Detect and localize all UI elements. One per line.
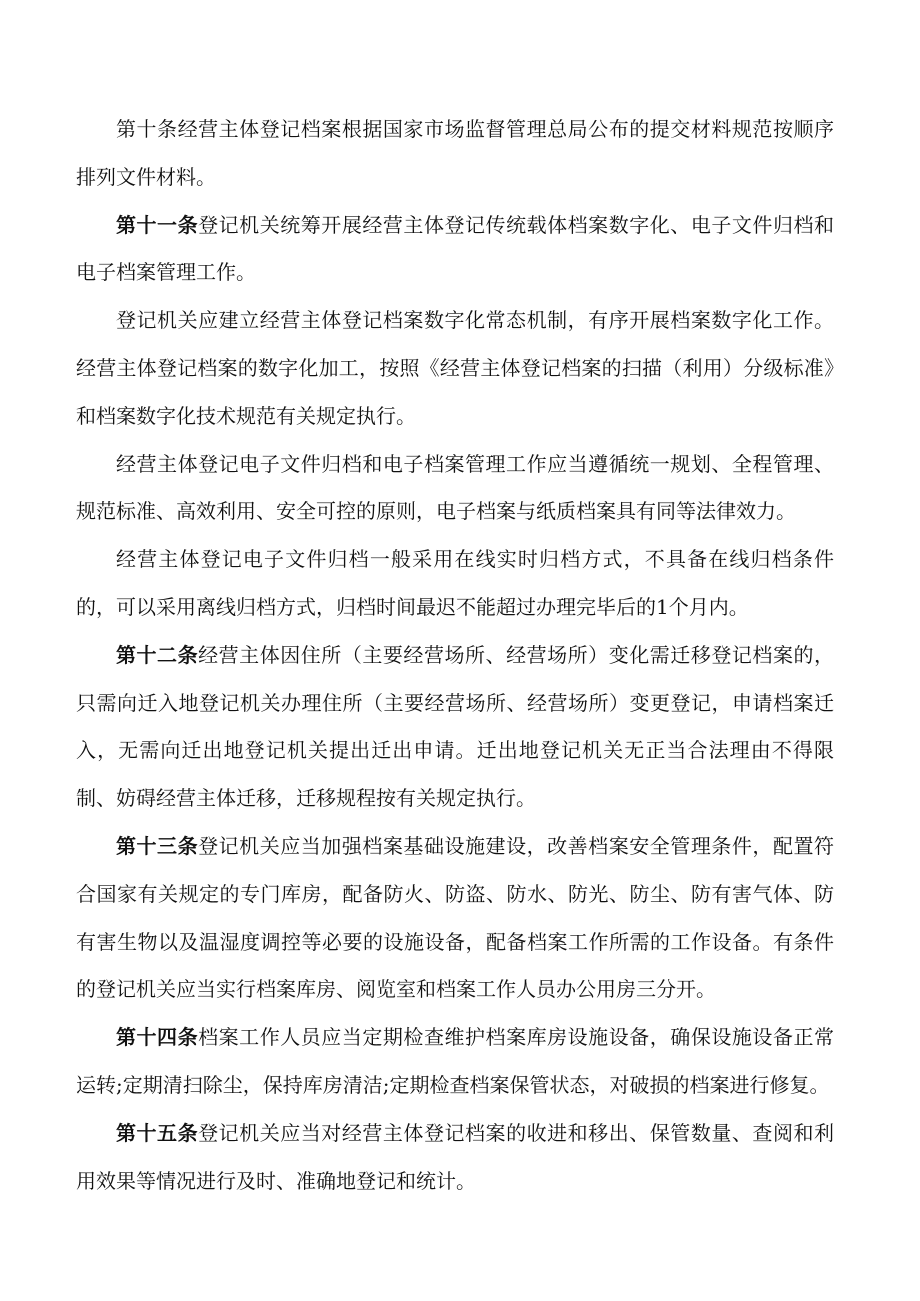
paragraph-text: 第十条经营主体登记档案根据国家市场监督管理总局公布的提交材料规范按顺序排列文件材料。 xyxy=(76,117,834,189)
paragraph-article-15 xyxy=(76,1110,834,1206)
paragraph-text: 登记机关统筹开展经营主体登记传统载体档案数字化、电子文件归档和电子档案管理工作。 xyxy=(76,212,835,285)
article-number: 第十三条 xyxy=(116,833,199,858)
article-number: 第十二条 xyxy=(116,642,199,667)
paragraph-text: 登记机关应建立经营主体登记档案数字化常态机制，有序开展档案数字化工作。经营主体登记档案的数字化加工，按照《经营主体登记档案的扫描（利用）分级标准》和档案数字化技术规范有关规定执行。 xyxy=(76,308,834,428)
paragraph-article-11-clause-3 xyxy=(76,441,834,537)
paragraph-article-12 xyxy=(76,632,834,823)
paragraph-article-11 xyxy=(76,202,834,298)
paragraph-article-14 xyxy=(76,1014,834,1110)
paragraph-text: 登记机关应当对经营主体登记档案的收进和移出、保管数量、查阅和利用效果等情况进行及时、准确地登记和统计。 xyxy=(76,1120,835,1193)
paragraph-text: 经营主体登记电子文件归档一般采用在线实时归档方式，不具备在线归档条件的，可以采用离线归档方式，归档时间最迟不能超过办理完毕后的1个月内。 xyxy=(76,547,834,619)
paragraph-article-13 xyxy=(76,823,834,1014)
document-page xyxy=(76,106,834,1205)
paragraph-article-11-clause-2 xyxy=(76,297,834,440)
paragraph-text: 经营主体因住所（主要经营场所、经营场所）变化需迁移登记档案的，只需向迁入地登记机关办理住所（主要经营场所、经营场所）变更登记，申请档案迁入，无需向迁出地登记机关提出迁出申请。迁出地登记机关无正当合法理由不得限制、妨碍经营主体迁移，迁移规程按有关规定执行。 xyxy=(76,642,835,811)
article-number: 第十四条 xyxy=(116,1025,199,1050)
paragraph-article-10 xyxy=(76,106,834,202)
paragraph-text: 档案工作人员应当定期检查维护档案库房设施设备，确保设施设备正常运转;定期清扫除尘，保持库房清洁;定期检查档案保管状态，对破损的档案进行修复。 xyxy=(76,1025,835,1097)
paragraph-article-11-clause-4 xyxy=(76,536,834,632)
paragraph-text: 登记机关应当加强档案基础设施建设，改善档案安全管理条件，配置符合国家有关规定的专门库房，配备防火、防盗、防水、防光、防尘、防有害气体、防有害生物以及温湿度调控等必要的设施设备，配备档案工作所需的工作设备。有条件的登记机关应当实行档案库房、阅览室和档案工作人员办公用房三分开。 xyxy=(76,833,835,1002)
paragraph-text: 经营主体登记电子文件归档和电子档案管理工作应当遵循统一规划、全程管理、规范标准、高效利用、安全可控的原则，电子档案与纸质档案具有同等法律效力。 xyxy=(76,451,834,524)
article-number: 第十一条 xyxy=(116,212,199,237)
article-number: 第十五条 xyxy=(116,1120,199,1145)
